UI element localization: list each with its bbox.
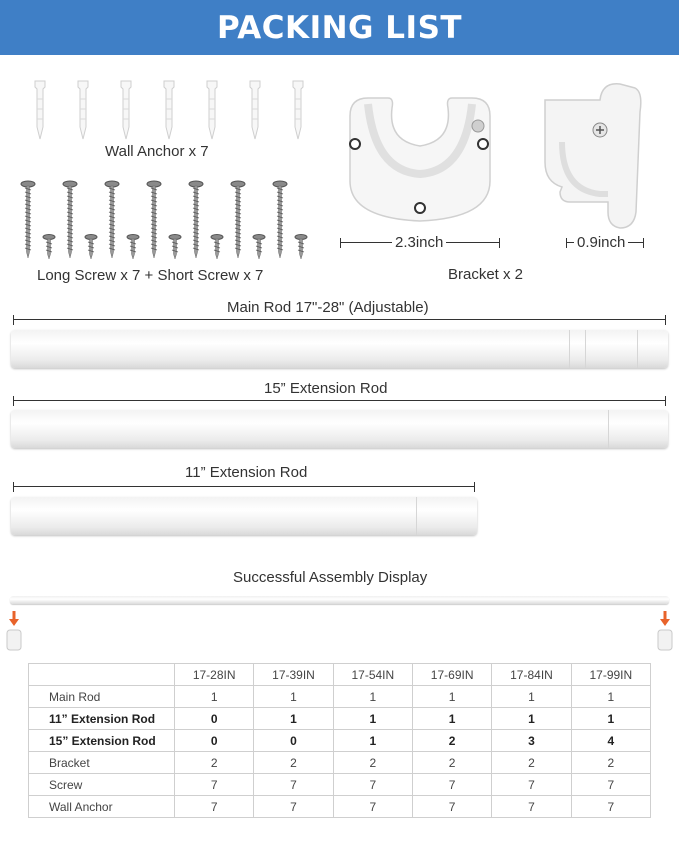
short-screw [169, 235, 181, 260]
header-bar [0, 0, 679, 55]
table-cell: 1 [492, 708, 571, 730]
extension-rod-15-dimension [13, 396, 666, 406]
wall-anchor [35, 81, 45, 139]
table-cell: 7 [412, 796, 491, 818]
table-cell: 7 [333, 774, 412, 796]
wall-anchors-image [25, 75, 315, 145]
row-header: Screw [29, 774, 175, 796]
table-row [29, 796, 651, 818]
screw-set [21, 181, 307, 259]
table-cell: 2 [412, 752, 491, 774]
short-screw [85, 235, 97, 260]
row-header: Wall Anchor [29, 796, 175, 818]
main-rod-dimension [13, 315, 666, 325]
wall-anchor [293, 81, 303, 139]
row-header: Bracket [29, 752, 175, 774]
table-row [29, 752, 651, 774]
table-row [29, 730, 651, 752]
wall-anchor-label: Wall Anchor x 7 [105, 143, 209, 160]
table-cell: 0 [175, 730, 254, 752]
table-cell: 7 [254, 774, 333, 796]
table-cell: 1 [492, 686, 571, 708]
main-rod-label: Main Rod 17"-28" (Adjustable) [227, 299, 429, 316]
short-screw [295, 235, 307, 260]
column-header: 17-54IN [333, 664, 412, 686]
long-screw [189, 181, 203, 258]
short-screw [127, 235, 139, 260]
table-cell: 4 [571, 730, 650, 752]
table-cell: 1 [333, 730, 412, 752]
table-cell: 2 [412, 730, 491, 752]
short-screw [211, 235, 223, 260]
row-header: 15” Extension Rod [29, 730, 175, 752]
wall-anchor [121, 81, 131, 139]
table-cell: 0 [254, 730, 333, 752]
table-cell: 3 [492, 730, 571, 752]
right-mount-image [655, 609, 675, 651]
assembly-title: Successful Assembly Display [233, 569, 428, 586]
column-header: 17-69IN [412, 664, 491, 686]
table-cell: 2 [175, 752, 254, 774]
table-cell: 7 [254, 796, 333, 818]
table-header-row [29, 664, 651, 686]
table-cell: 7 [571, 796, 650, 818]
wall-anchor [207, 81, 217, 139]
table-cell: 7 [175, 796, 254, 818]
main-rod [11, 330, 668, 368]
table-cell: 7 [175, 774, 254, 796]
extension-rod-11 [11, 497, 477, 535]
extension-rod-15 [11, 410, 668, 448]
table-cell: 2 [333, 752, 412, 774]
table-row [29, 774, 651, 796]
row-header: Main Rod [29, 686, 175, 708]
long-screw [21, 181, 35, 258]
wall-anchor [78, 81, 88, 139]
table-cell: 7 [333, 796, 412, 818]
column-header: 17-28IN [175, 664, 254, 686]
extension-rod-11-label: 11” Extension Rod [185, 464, 308, 481]
assembled-rod [10, 596, 669, 604]
page-title: PACKING LIST [216, 9, 463, 46]
table-cell: 7 [412, 774, 491, 796]
bracket-label: Bracket x 2 [448, 266, 524, 283]
table-cell: 1 [412, 686, 491, 708]
table-cell: 2 [254, 752, 333, 774]
table-cell: 7 [492, 796, 571, 818]
table-cell: 7 [492, 774, 571, 796]
long-screw [273, 181, 287, 258]
table-cell: 0 [175, 708, 254, 730]
bracket-front-image [330, 86, 510, 236]
table-cell: 1 [175, 686, 254, 708]
column-header: 17-39IN [254, 664, 333, 686]
table-cell: 2 [492, 752, 571, 774]
column-header: 17-99IN [571, 664, 650, 686]
short-screw [43, 235, 55, 260]
long-screw [147, 181, 161, 258]
table-cell: 1 [333, 686, 412, 708]
column-header: 17-84IN [492, 664, 571, 686]
screw-label: Long Screw x 7 + Short Screw x 7 [37, 267, 264, 284]
table-cell: 1 [571, 708, 650, 730]
wall-anchor [164, 81, 174, 139]
table-cell: 1 [333, 708, 412, 730]
table-corner-cell [29, 664, 175, 686]
table-row [29, 686, 651, 708]
screws-image [18, 178, 318, 263]
table-cell: 2 [571, 752, 650, 774]
bracket-width-label: 2.3inch [392, 234, 446, 251]
configuration-table [28, 663, 651, 818]
extension-rod-11-dimension [13, 482, 475, 492]
bracket-side-image [540, 82, 650, 232]
short-screw [253, 235, 265, 260]
table-cell: 1 [254, 686, 333, 708]
row-header: 11” Extension Rod [29, 708, 175, 730]
left-mount-image [4, 609, 24, 651]
extension-rod-15-label: 15” Extension Rod [264, 380, 388, 397]
long-screw [231, 181, 245, 258]
table-cell: 1 [571, 686, 650, 708]
table-cell: 7 [571, 774, 650, 796]
long-screw [63, 181, 77, 258]
table-cell: 1 [412, 708, 491, 730]
bracket-depth-label: 0.9inch [574, 234, 628, 251]
long-screw [105, 181, 119, 258]
table-row [29, 708, 651, 730]
table-cell: 1 [254, 708, 333, 730]
wall-anchor-set [35, 81, 303, 139]
wall-anchor [250, 81, 260, 139]
